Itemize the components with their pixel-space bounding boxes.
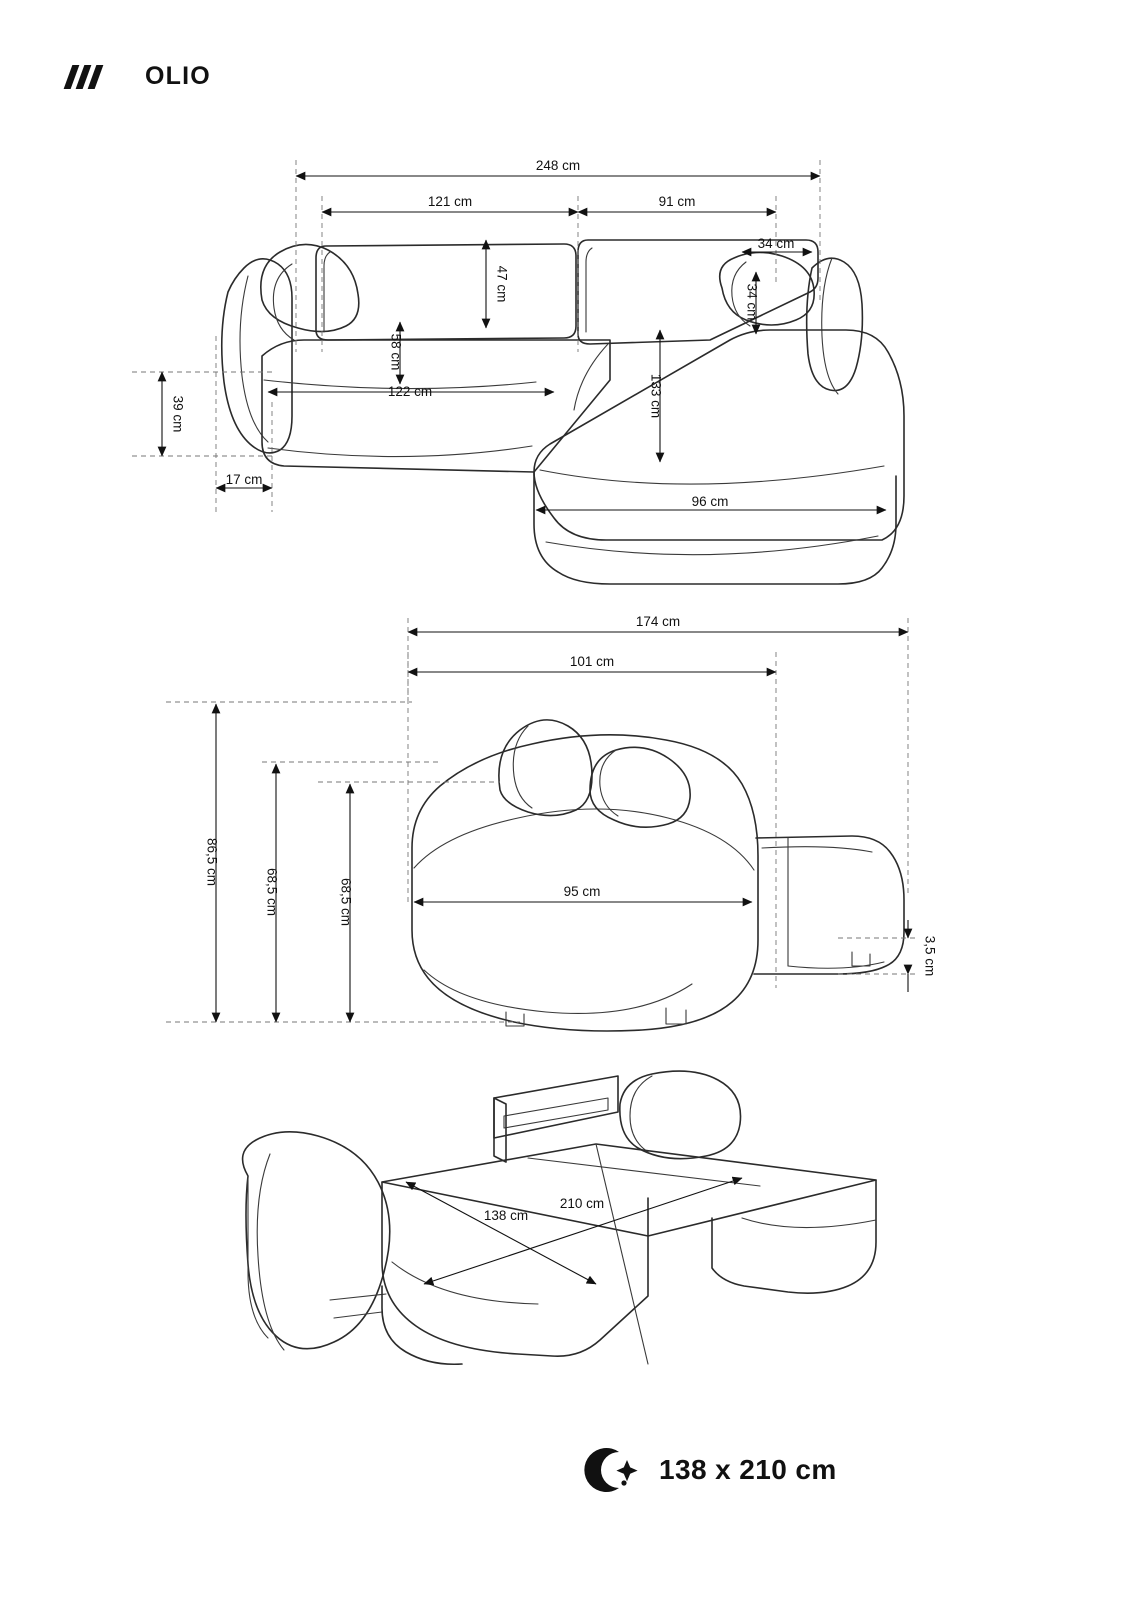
bed-size-label: 138 x 210 cm xyxy=(659,1454,837,1485)
sofa-side-view-drawing xyxy=(412,720,904,1031)
dim-body-depth: 101 cm xyxy=(569,654,615,669)
dim-armrest-width: 17 cm xyxy=(225,472,263,487)
side-view-dimensions xyxy=(166,614,938,1022)
dim-seat-depth: 95 cm xyxy=(563,884,601,899)
dim-leg-height: 3,5 cm xyxy=(922,935,938,977)
moon-star-icon xyxy=(583,1442,639,1498)
dim-seat-width: 122 cm xyxy=(387,384,433,399)
dim-right-section-width: 91 cm xyxy=(658,194,696,209)
dim-bed-length: 210 cm xyxy=(559,1196,605,1211)
page-title: OLIO xyxy=(145,62,211,90)
dim-total-height: 86,5 cm xyxy=(204,837,220,887)
dim-total-width: 248 cm xyxy=(535,158,581,173)
dim-chaise-depth: 133 cm xyxy=(648,373,664,419)
bed-view-dimensions xyxy=(406,1178,742,1284)
dim-pillow-size-side: 34 cm xyxy=(744,283,760,321)
dim-bed-width: 138 cm xyxy=(483,1208,529,1223)
dim-backrest-height: 47 cm xyxy=(494,265,510,303)
dim-pillow-size-top: 34 cm xyxy=(757,236,795,251)
dim-seat-height: 39 cm xyxy=(170,395,186,433)
bed-size-badge xyxy=(583,1442,837,1498)
dim-cushion-depth: 58 cm xyxy=(388,333,404,371)
sofa-front-view-drawing xyxy=(222,240,904,584)
sofa-bed-drawing xyxy=(243,1071,876,1364)
dim-chaise-width: 96 cm xyxy=(691,494,729,509)
dim-total-depth: 174 cm xyxy=(635,614,681,629)
dim-left-section-width: 121 cm xyxy=(427,194,473,209)
dim-backrest-top-height: 68,5 cm xyxy=(264,867,280,917)
dim-armrest-height: 68,5 cm xyxy=(338,877,354,927)
front-view-dimensions xyxy=(132,158,886,512)
